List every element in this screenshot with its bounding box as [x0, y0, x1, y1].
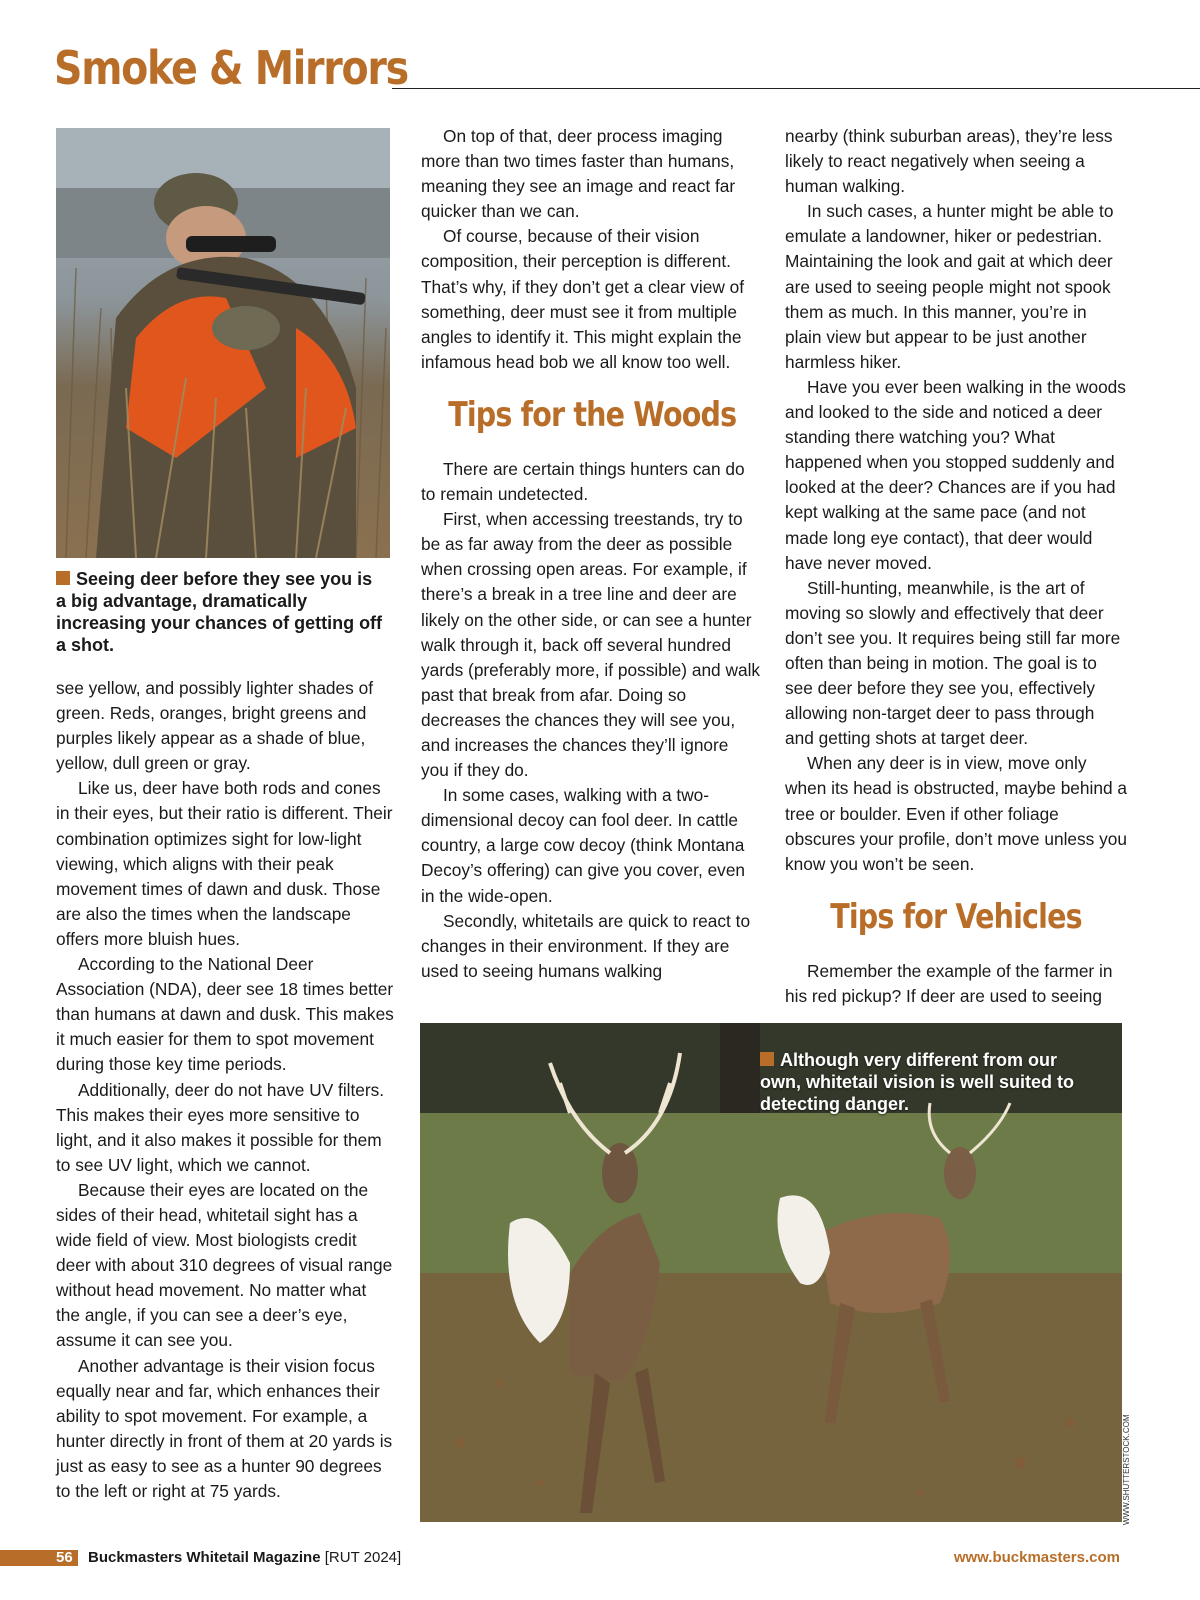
deer-photo-caption	[760, 1049, 1100, 1115]
paragraph: When any deer is in view, move only when its head is obstructed, maybe behind a tree or boulder. Even if other foliage obscures your profile, don’t move unless you know you won’t be seen.	[785, 753, 1127, 874]
caption-text: Although very different from our own, whitetail vision is well suited to detecting danger.	[760, 1050, 1075, 1114]
hunter-photo-caption	[56, 568, 386, 656]
paragraph: There are certain things hunters can do to remain undetected.	[421, 458, 745, 505]
paragraph: In such cases, a hunter might be able to emulate a landowner, hiker or pedestrian. Maintaining the look and gait at which deer are used to seeing people might not spook them as much. In this manner, you’re in plain view but appear to be just another harmless hiker.	[785, 201, 1114, 372]
magazine-name	[88, 1548, 401, 1568]
paragraph: In some cases, walking with a two-dimensional decoy can fool deer. In cattle country, a large cow decoy (think Montana Decoy’s offering) can give you cover, even in the wide-open.	[421, 785, 746, 906]
website-link[interactable]: www.buckmasters.com	[953, 1549, 1120, 1566]
section-title: Smoke & Mirrors	[54, 41, 408, 95]
paragraph: First, when accessing treestands, try to be as far away from the deer as possible when crossing open areas. For example, if there’s a break in a tree line and deer are likely on the other side, or can see a hunter walk through it, back off several hundred yards (preferably more, if possible) and walk past that break from afar. Doing so decreases the chances they will see you, and increases the chances they’ll ignore you if they do.	[421, 509, 761, 781]
paragraph: Another advantage is their vision focus equally near and far, which enhances their ability to spot movement. For example, a hunter directly in front of them at 20 yards is just as easy to see as a hunter 90 degrees to the left or right at 75 yards.	[56, 1355, 393, 1501]
page-number: 56	[56, 1549, 73, 1566]
paragraph: Have you ever been walking in the woods and looked to the side and noticed a deer standing there watching you? What happened when you stopped suddenly and looked at the deer? Chances are if you had kept walking at the same pace (and not made long eye contact), that deer would have never moved.	[785, 376, 1126, 573]
subhead-woods: Tips for the Woods	[448, 394, 737, 435]
paragraph: Of course, because of their vision composition, their perception is different. That’s why, if they don’t get a clear view of something, deer must see it from multiple angles to identify it. This might explain the infamous head bob we all know too well.	[421, 226, 745, 372]
paragraph: Remember the example of the farmer in his red pickup? If deer are used to seeing	[785, 960, 1113, 1006]
photo-credit: WWW.SHUTTERSTOCK.COM	[1122, 1414, 1131, 1525]
caption-bullet	[760, 1052, 774, 1066]
hunter-photo	[56, 128, 390, 558]
paragraph: Additionally, deer do not have UV filters. This makes their eyes more sensitive to light, and it also makes it possible for them to see UV light, which we cannot.	[56, 1079, 385, 1175]
page-footer	[0, 1546, 1200, 1570]
title-rule	[392, 88, 1200, 89]
paragraph: According to the National Deer Association (NDA), deer see 18 times better than humans at dawn and dusk. This makes it much easier for them to spot movement during those key time periods.	[56, 954, 394, 1075]
issue-label: [RUT 2024]	[324, 1549, 402, 1566]
caption-bullet	[56, 571, 70, 585]
subhead-vehicles: Tips for Vehicles	[830, 896, 1082, 937]
paragraph: see yellow, and possibly lighter shades of green. Reds, oranges, bright greens and purples likely appear as a shade of blue, yellow, dull green or gray.	[56, 678, 374, 774]
paragraph: On top of that, deer process imaging more than two times faster than humans, meaning they see an image and react far quicker than we can.	[421, 126, 736, 222]
column-3	[785, 124, 1127, 1009]
paragraph: nearby (think suburban areas), they’re less likely to react negatively when seeing a human walking.	[785, 126, 1113, 197]
column-1	[56, 676, 394, 1504]
magazine-title: Buckmasters Whitetail Magazine	[88, 1549, 321, 1566]
column-2	[421, 124, 761, 984]
caption-text: Seeing deer before they see you is a big advantage, dramatically increasing your chances of getting off a shot.	[56, 569, 383, 655]
paragraph: Like us, deer have both rods and cones in their eyes, but their ratio is different. Their combination optimizes sight for low-light viewing, which aligns with their peak movement times of dawn and dusk. Those are also the times when the landscape offers more bluish hues.	[56, 778, 393, 949]
paragraph: Secondly, whitetails are quick to react to changes in their environment. If they are used to seeing humans walking	[421, 910, 751, 981]
paragraph: Still-hunting, meanwhile, is the art of moving so slowly and effectively that deer don’t see you. It requires being still far more often than being in motion. The goal is to see deer before they see you, effectively allowing non-target deer to pass through and getting shots at target deer.	[785, 577, 1121, 749]
paragraph: Because their eyes are located on the sides of their head, whitetail sight has a wide field of view. Most biologists credit deer with about 310 degrees of visual range without head movement. No matter what the angle, if you can see a deer’s eye, assume it can see you.	[56, 1179, 393, 1351]
